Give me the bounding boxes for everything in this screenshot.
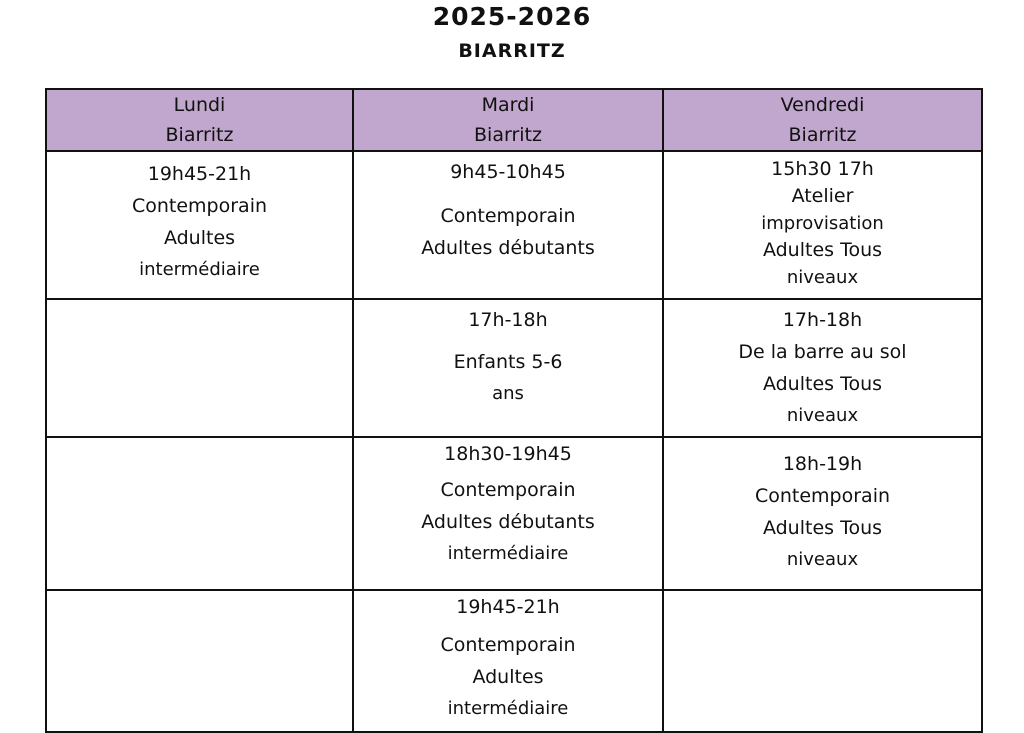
table-row <box>46 590 982 732</box>
class-cell <box>663 151 982 299</box>
class-line: niveaux <box>786 549 859 570</box>
class-cell-empty <box>46 590 353 732</box>
class-time: 9h45-10h45 <box>450 161 566 183</box>
class-cell <box>663 437 982 590</box>
class-cell <box>353 151 663 299</box>
class-line: Adultes <box>472 666 544 688</box>
column-header-day: Vendredi <box>780 94 865 116</box>
class-line: niveaux <box>786 405 859 426</box>
class-cell <box>353 590 663 732</box>
column-header-place: Biarritz <box>165 124 234 146</box>
class-line: intermédiaire <box>447 698 569 719</box>
column-header-place: Biarritz <box>474 124 542 146</box>
class-line: Adultes Tous <box>762 373 883 395</box>
class-cell-empty <box>663 590 982 732</box>
class-line: Adultes débutants <box>421 237 595 259</box>
class-line: Adultes débutants <box>421 511 595 533</box>
class-line: Contemporain <box>754 485 891 507</box>
class-cell <box>353 299 663 437</box>
class-time: 17h-18h <box>782 309 863 331</box>
class-line: intermédiaire <box>139 259 260 280</box>
class-time: 17h-18h <box>468 309 548 331</box>
class-line: Contemporain <box>440 634 576 656</box>
class-time: 18h-19h <box>782 453 863 475</box>
table-header-row <box>46 89 982 151</box>
class-line: improvisation <box>761 213 884 234</box>
column-header-monday <box>46 89 353 151</box>
column-header-friday <box>663 89 982 151</box>
table-row <box>46 151 982 299</box>
class-cell <box>46 151 353 299</box>
class-line: ans <box>492 383 524 404</box>
table-row <box>46 437 982 590</box>
class-line: Adultes <box>163 227 236 249</box>
class-time: 19h45-21h <box>147 163 252 185</box>
class-line: Contemporain <box>131 195 268 217</box>
class-line: Adultes Tous <box>762 517 883 539</box>
column-header-tuesday <box>353 89 663 151</box>
class-line: intermédiaire <box>447 543 569 564</box>
class-line: De la barre au sol <box>738 341 907 363</box>
class-time: 15h30 17h <box>771 158 874 180</box>
class-line: Adultes Tous <box>762 239 883 261</box>
class-line: Atelier <box>791 185 854 207</box>
class-time: 19h45-21h <box>456 596 560 618</box>
class-line: niveaux <box>786 267 859 288</box>
schedule-year-title: 2025-2026 <box>432 2 592 31</box>
class-cell-empty <box>46 437 353 590</box>
class-cell <box>663 299 982 437</box>
class-cell <box>353 437 663 590</box>
class-line: Contemporain <box>440 479 576 501</box>
weekly-schedule-table <box>45 88 983 733</box>
column-header-day: Lundi <box>173 94 226 116</box>
schedule-city-title: BIARRITZ <box>458 40 566 62</box>
table-row <box>46 299 982 437</box>
column-header-place: Biarritz <box>788 124 857 146</box>
class-time: 18h30-19h45 <box>444 443 572 465</box>
class-line: Contemporain <box>440 205 576 227</box>
column-header-day: Mardi <box>481 94 535 116</box>
class-cell-empty <box>46 299 353 437</box>
class-line: Enfants 5-6 <box>453 351 563 373</box>
